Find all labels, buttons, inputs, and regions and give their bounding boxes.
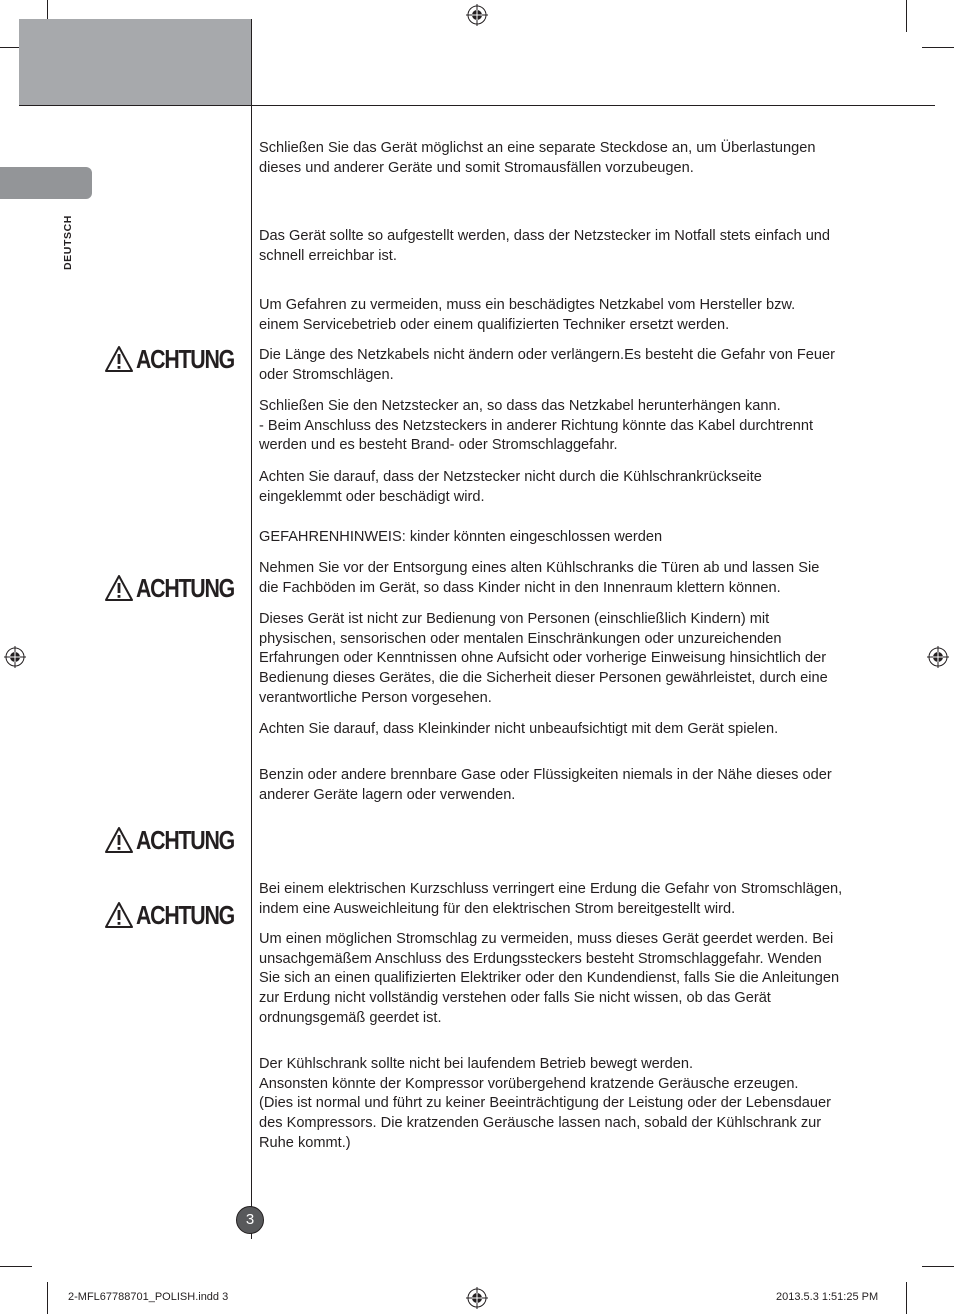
warning-triangle-icon bbox=[104, 901, 134, 929]
paragraph: Schließen Sie das Gerät möglichst an eine separate Steckdose an, um Überlastungen dieses und anderer Geräte und somit Stromausfällen vorzubeugen. bbox=[259, 140, 816, 176]
crop-mark bbox=[922, 47, 954, 48]
column-divider bbox=[251, 19, 252, 1239]
warning-triangle-icon bbox=[104, 574, 134, 602]
warning-badge bbox=[104, 344, 256, 374]
warning-badge bbox=[104, 900, 256, 930]
page-number: 3 bbox=[236, 1206, 264, 1234]
warning-triangle-icon bbox=[104, 345, 134, 373]
paragraph: Nehmen Sie vor der Entsorgung eines alten Kühlschranks die Türen ab und lassen Sie die Fachböden im Gerät, so dass Kinder nicht in den Innenraum klettern können. bbox=[259, 560, 820, 596]
paragraph: Achten Sie darauf, dass Kleinkinder nicht unbeaufsichtigt mit dem Gerät spielen. bbox=[259, 721, 779, 737]
crop-mark bbox=[47, 1282, 48, 1314]
paragraph: Die Länge des Netzkabels nicht ändern oder verlängern.Es besteht die Gefahr von Feuer oder Stromschlägen. bbox=[259, 347, 835, 383]
paragraph: Benzin oder andere brennbare Gase oder Flüssigkeiten niemals in der Nähe dieses oder anderer Geräte lagern oder verwenden. bbox=[259, 767, 832, 803]
warning-label: ACHTUNG bbox=[136, 899, 234, 930]
registration-mark-icon bbox=[4, 646, 26, 668]
paragraph: Achten Sie darauf, dass der Netzstecker nicht durch die Kühlschrankrückseite eingeklemmt oder beschädigt wird. bbox=[259, 469, 762, 505]
crop-mark bbox=[922, 1266, 954, 1267]
header-divider bbox=[19, 105, 935, 106]
footer-file-name: 2-MFL67788701_POLISH.indd 3 bbox=[68, 1291, 229, 1303]
paragraph: Das Gerät sollte so aufgestellt werden, dass der Netzstecker im Notfall stets einfach und schnell erreichbar ist. bbox=[259, 228, 831, 264]
paragraph: Schließen Sie den Netzstecker an, so dass das Netzkabel herunterhängen kann. - Beim Anschluss des Netzsteckers in anderer Richtung könnte das Kabel durchtrennt werden und es besteht Brand- oder Stromschlaggefahr. bbox=[259, 398, 814, 454]
registration-mark-icon bbox=[927, 646, 949, 668]
warning-label: ACHTUNG bbox=[136, 824, 234, 855]
crop-mark bbox=[906, 1282, 907, 1314]
warning-label: ACHTUNG bbox=[136, 572, 234, 603]
header-block bbox=[19, 19, 251, 106]
warning-label: ACHTUNG bbox=[136, 343, 234, 374]
paragraph: Um Gefahren zu vermeiden, muss ein beschädigtes Netzkabel vom Hersteller bzw. einem Servicebetrieb oder einem qualifizierten Techniker ersetzt werden. bbox=[259, 297, 796, 333]
paragraph: Der Kühlschrank sollte nicht bei laufendem Betrieb bewegt werden. Ansonsten könnte der Kompressor vorübergehend kratzende Geräusche erzeugen. (Dies ist normal und führt zu keiner Beeinträchtigung der Leistung oder der Lebensdauer des Kompressors. Die kratzenden Geräusche lassen nach, sobald der Kühlschrank zur Ruhe kommt.) bbox=[259, 1056, 831, 1151]
crop-mark bbox=[906, 0, 907, 32]
paragraph: GEFAHRENHINWEIS: kinder könnten eingeschlossen werden bbox=[259, 529, 663, 545]
crop-mark bbox=[0, 1266, 32, 1267]
language-tab bbox=[0, 167, 92, 199]
paragraph: Bei einem elektrischen Kurzschluss verringert eine Erdung die Gefahr von Stromschlägen, indem eine Ausweichleitung für den elektrischen Strom bereitgestellt wird. bbox=[259, 881, 843, 917]
paragraph: Dieses Gerät ist nicht zur Bedienung von Personen (einschließlich Kindern) mit physischen, sensorischen oder mentalen Einschränkungen oder unzureichenden Erfahrungen oder Kenntnissen ohne Aufsicht oder vorherige Einweisung hinsichtlich der Bedienung dieses Gerätes, die die Sicherheit dieser Personen gewährleistet, durch eine verantwortliche Person vorgesehen. bbox=[259, 611, 828, 706]
registration-mark-icon bbox=[466, 4, 488, 26]
footer-timestamp: 2013.5.3 1:51:25 PM bbox=[776, 1291, 879, 1303]
registration-mark-icon bbox=[466, 1287, 488, 1309]
paragraph: Um einen möglichen Stromschlag zu vermeiden, muss dieses Gerät geerdet werden. Bei unsachgemäßem Anschluss des Erdungssteckers besteht Stromschlaggefahr. Wenden Sie sich an einen qualifizierten Elektriker oder den Kundendienst, falls Sie die Anleitungen zur Erdung nicht vollständig verstehen oder falls Sie nicht wissen, ob das Gerät ordnungsgemäß geerdet ist. bbox=[259, 931, 840, 1026]
warning-triangle-icon bbox=[104, 826, 134, 854]
language-label: DEUTSCH bbox=[62, 215, 74, 270]
warning-badge bbox=[104, 825, 256, 855]
warning-badge bbox=[104, 573, 256, 603]
